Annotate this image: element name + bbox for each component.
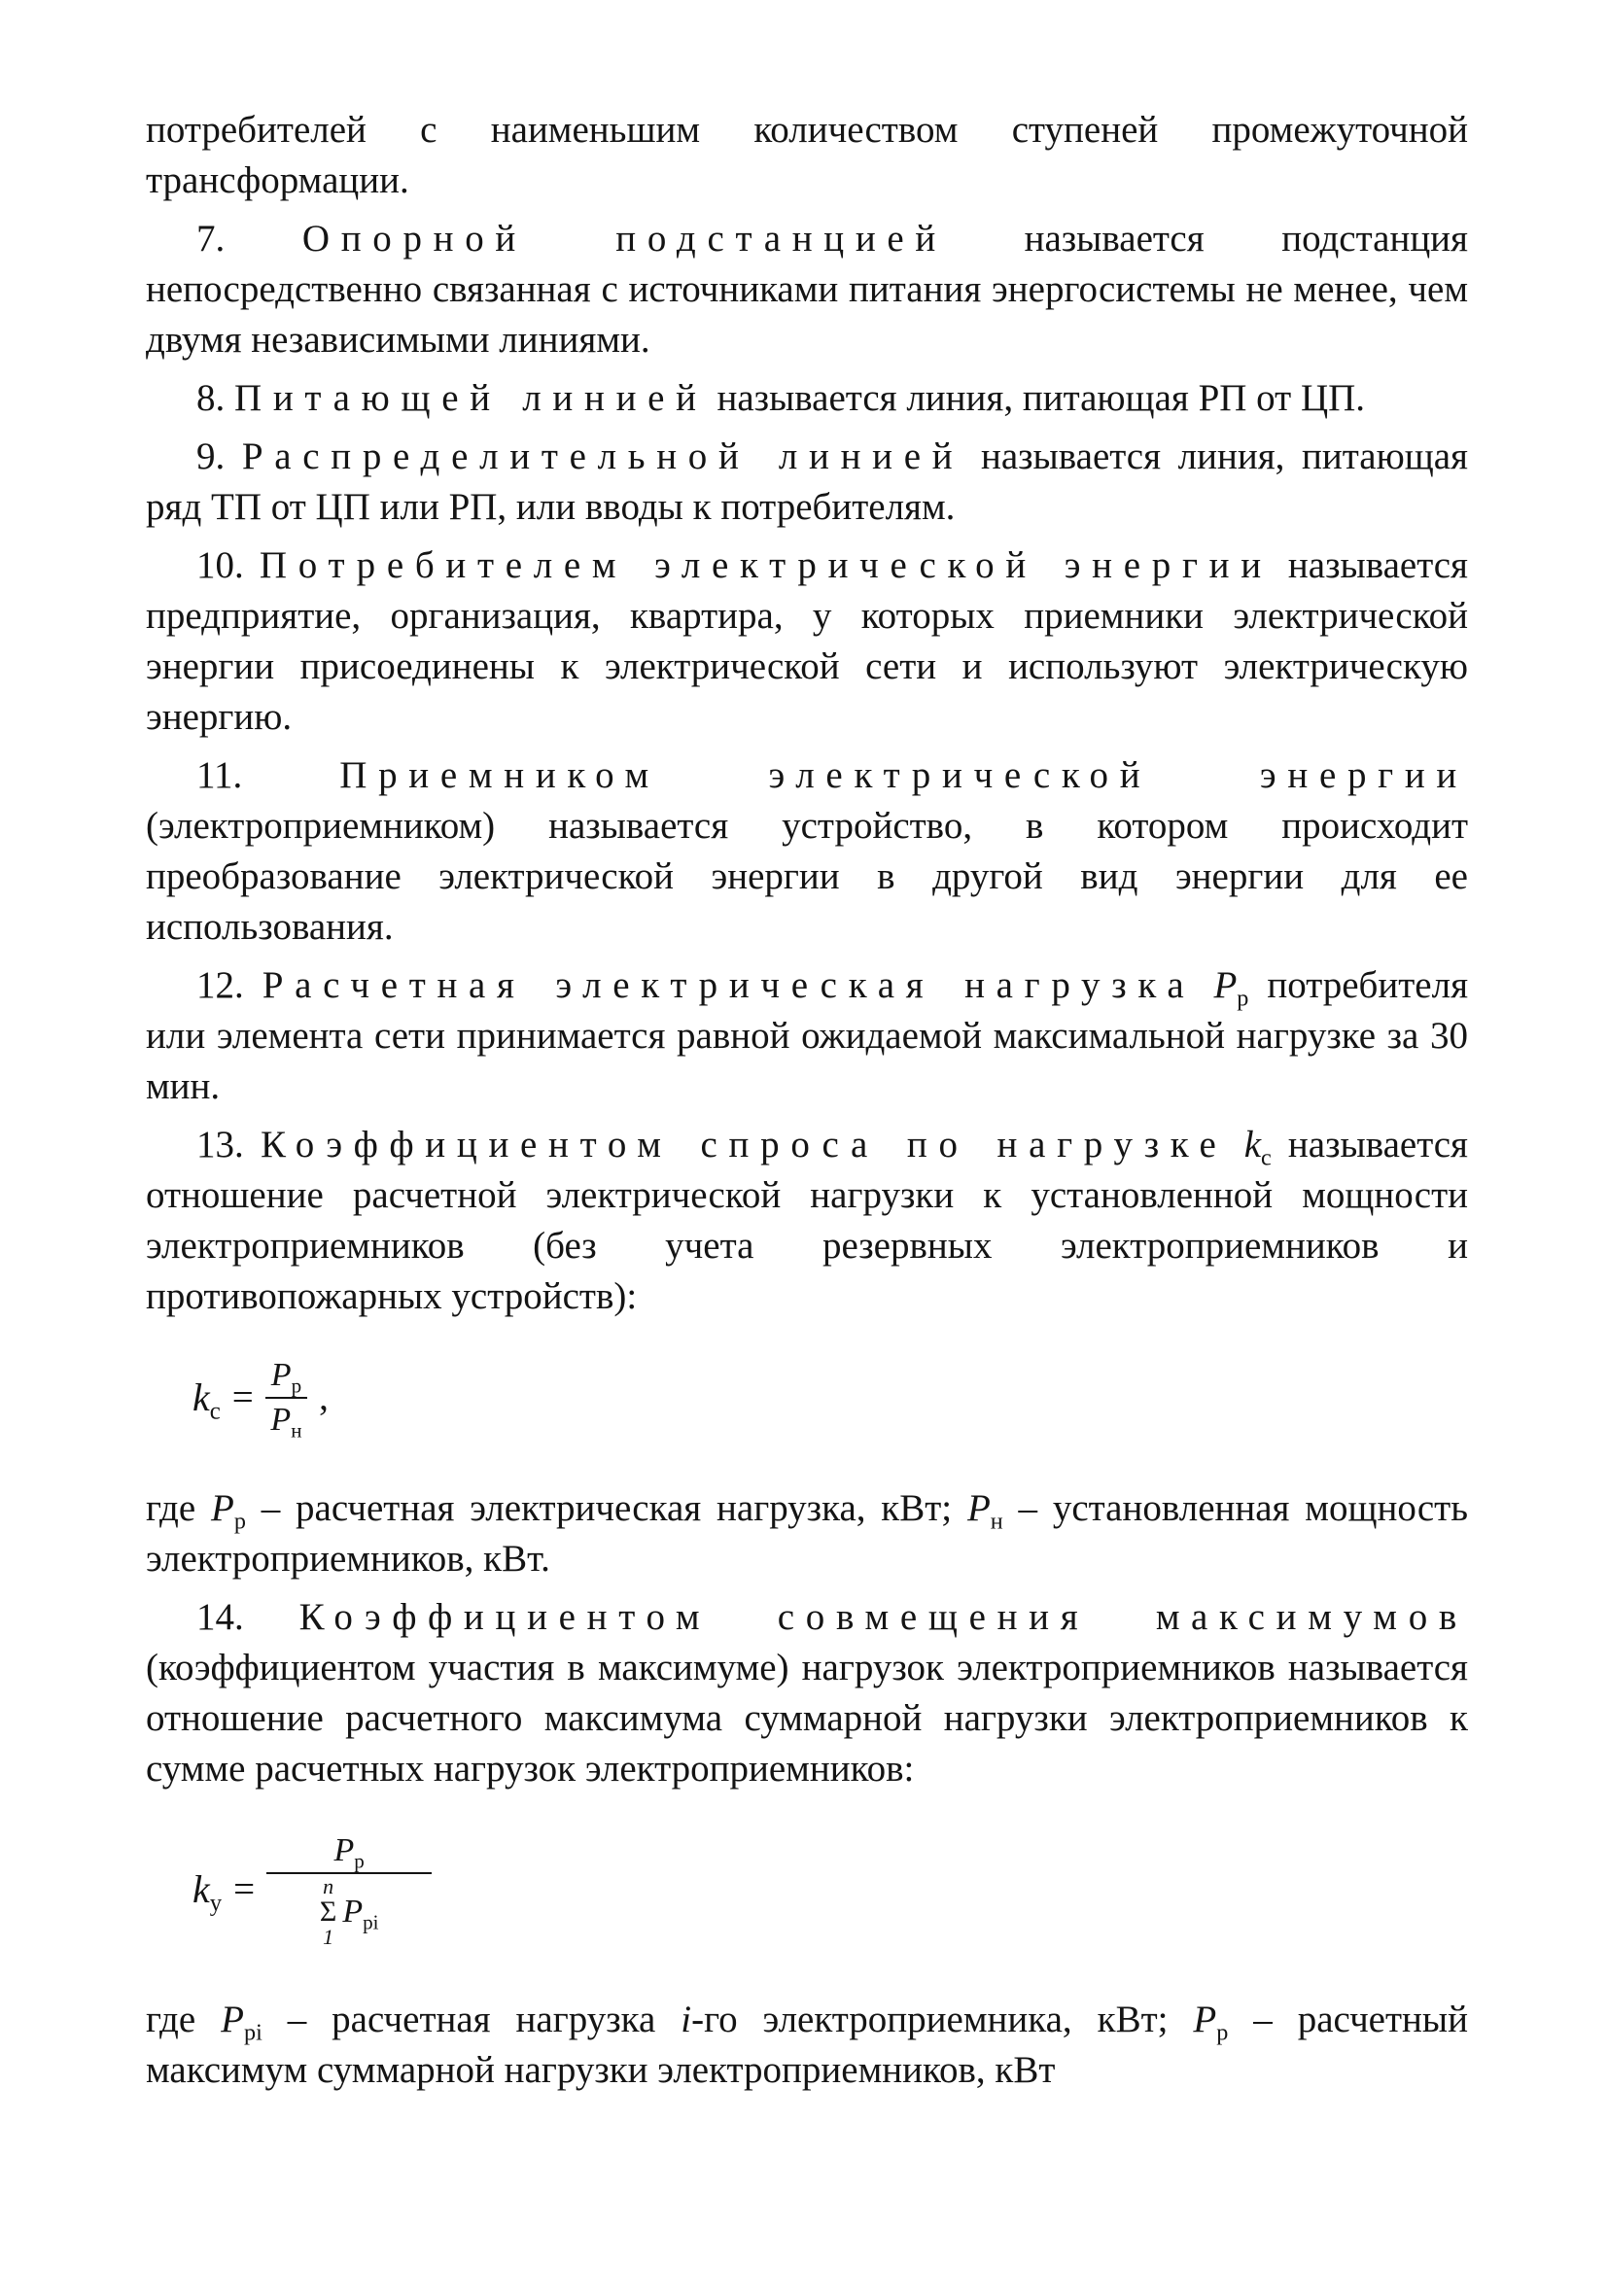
definition-text: потребителя или элемента сети принимается равной ожидаемой максимальной нагрузке за 30 мин. — [146, 964, 1469, 1107]
where-clause-2: где $P_{рi}$ – расчетная нагрузка i-го электроприемника, кВт; $P_р$ – расчетный максимум суммарной нагрузки электроприемников, кВт — [146, 1999, 1468, 2091]
symbol-p: $P_р$ — [1213, 964, 1249, 1012]
fraction — [265, 1356, 307, 1443]
formula-coincidence-factor — [146, 1802, 1468, 1977]
denominator: $P_н$ — [270, 1402, 302, 1443]
item-number: 10. — [196, 544, 260, 586]
item-number: 7. — [196, 218, 302, 260]
item-number: 12. — [196, 964, 262, 1006]
item-number: 13. — [196, 1124, 261, 1165]
definition-14 — [146, 1592, 1468, 1794]
sigma-symbol: Σ — [319, 1896, 337, 1928]
symbol-p-n: $P_н$ — [966, 1487, 1003, 1535]
symbol-p-r: $P_р$ — [211, 1487, 246, 1535]
numerator: $P_р$ — [270, 1357, 302, 1398]
item-number: 9. — [196, 435, 242, 477]
defined-term: Коэффициентом спроса по нагрузке — [260, 1124, 1228, 1165]
definition-text: называется предприятие, организация, квартира, у которых приемники электрической энергии присоединены к электрической сети и используют электрическую энергию. — [146, 544, 1468, 738]
symbol-p-r: $P_р$ — [1193, 1999, 1229, 2046]
trailing-comma: , — [319, 1376, 329, 1418]
definition-11 — [146, 750, 1468, 953]
definition-text: называется линия, питающая РП от ЦП. — [707, 377, 1366, 419]
item-number: 11. — [196, 754, 340, 796]
item-number: 8. — [196, 377, 234, 419]
document-page — [146, 105, 1468, 2104]
summand: $P_{рi}$ — [342, 1894, 379, 1934]
fraction — [266, 1831, 432, 1948]
formula-lhs: $k_с$ — [192, 1375, 221, 1425]
definition-9 — [146, 432, 1468, 533]
item-number: 14. — [196, 1596, 299, 1638]
defined-term: Питающей линией — [234, 377, 708, 419]
defined-term: Приемником электрической энергии — [339, 754, 1468, 796]
where-clause-1: где $P_р$ – расчетная электрическая нагрузка, кВт; $P_н$ – установленная мощность электроприемников, кВт. — [146, 1487, 1468, 1580]
defined-term: Опорной подстанцией — [301, 218, 947, 260]
definition-12 — [146, 960, 1468, 1112]
defined-term: Распределительной линией — [241, 435, 964, 477]
definition-8 — [146, 373, 1468, 424]
symbol-p-ri: $P_{рi}$ — [221, 1999, 262, 2046]
equals-sign: = — [231, 1376, 254, 1418]
summation: n Σ 1 — [319, 1874, 337, 1949]
definition-text: (коэффициентом участия в максимуме) нагрузок электроприемников называется отношение расчетного максимума суммарной нагрузки электроприемников к сумме расчетных нагрузок электроприемников: — [146, 1647, 1468, 1790]
index-i: i — [681, 1999, 692, 2040]
definition-text: называется подстанция непосредственно связанная с источниками питания энергосистемы не менее, чем двумя независимыми линиями. — [146, 218, 1468, 361]
defined-term: Расчетная электрическая нагрузка — [262, 964, 1196, 1006]
definition-text: называется линия, питающая ряд ТП от ЦП или РП, или вводы к потребителям. — [146, 435, 1468, 528]
formula-demand-factor — [146, 1330, 1468, 1466]
symbol-k: $k_с$ — [1243, 1124, 1272, 1171]
defined-term: Потребителем электрической энергии — [259, 544, 1273, 586]
defined-term: Коэффициентом совмещения максимумов — [298, 1596, 1469, 1638]
definition-10 — [146, 540, 1468, 743]
equals-sign: = — [233, 1868, 256, 1910]
definition-text: (электроприемником) называется устройство, в котором происходит преобразование электрической энергии в другой вид энергии для ее использования. — [146, 805, 1468, 948]
formula-lhs: $k_у$ — [192, 1867, 223, 1917]
definition-7 — [146, 214, 1468, 365]
numerator: $P_р$ — [333, 1832, 365, 1873]
paragraph-continuation: потребителей с наименьшим количеством ступеней промежуточной трансформации. — [146, 109, 1468, 201]
definition-text: называется отношение расчетной электрической нагрузки к установленной мощности электроприемников (без учета резервных электроприемников и противопожарных устройств): — [146, 1124, 1468, 1317]
definition-13 — [146, 1120, 1468, 1322]
denominator — [320, 1874, 379, 1948]
